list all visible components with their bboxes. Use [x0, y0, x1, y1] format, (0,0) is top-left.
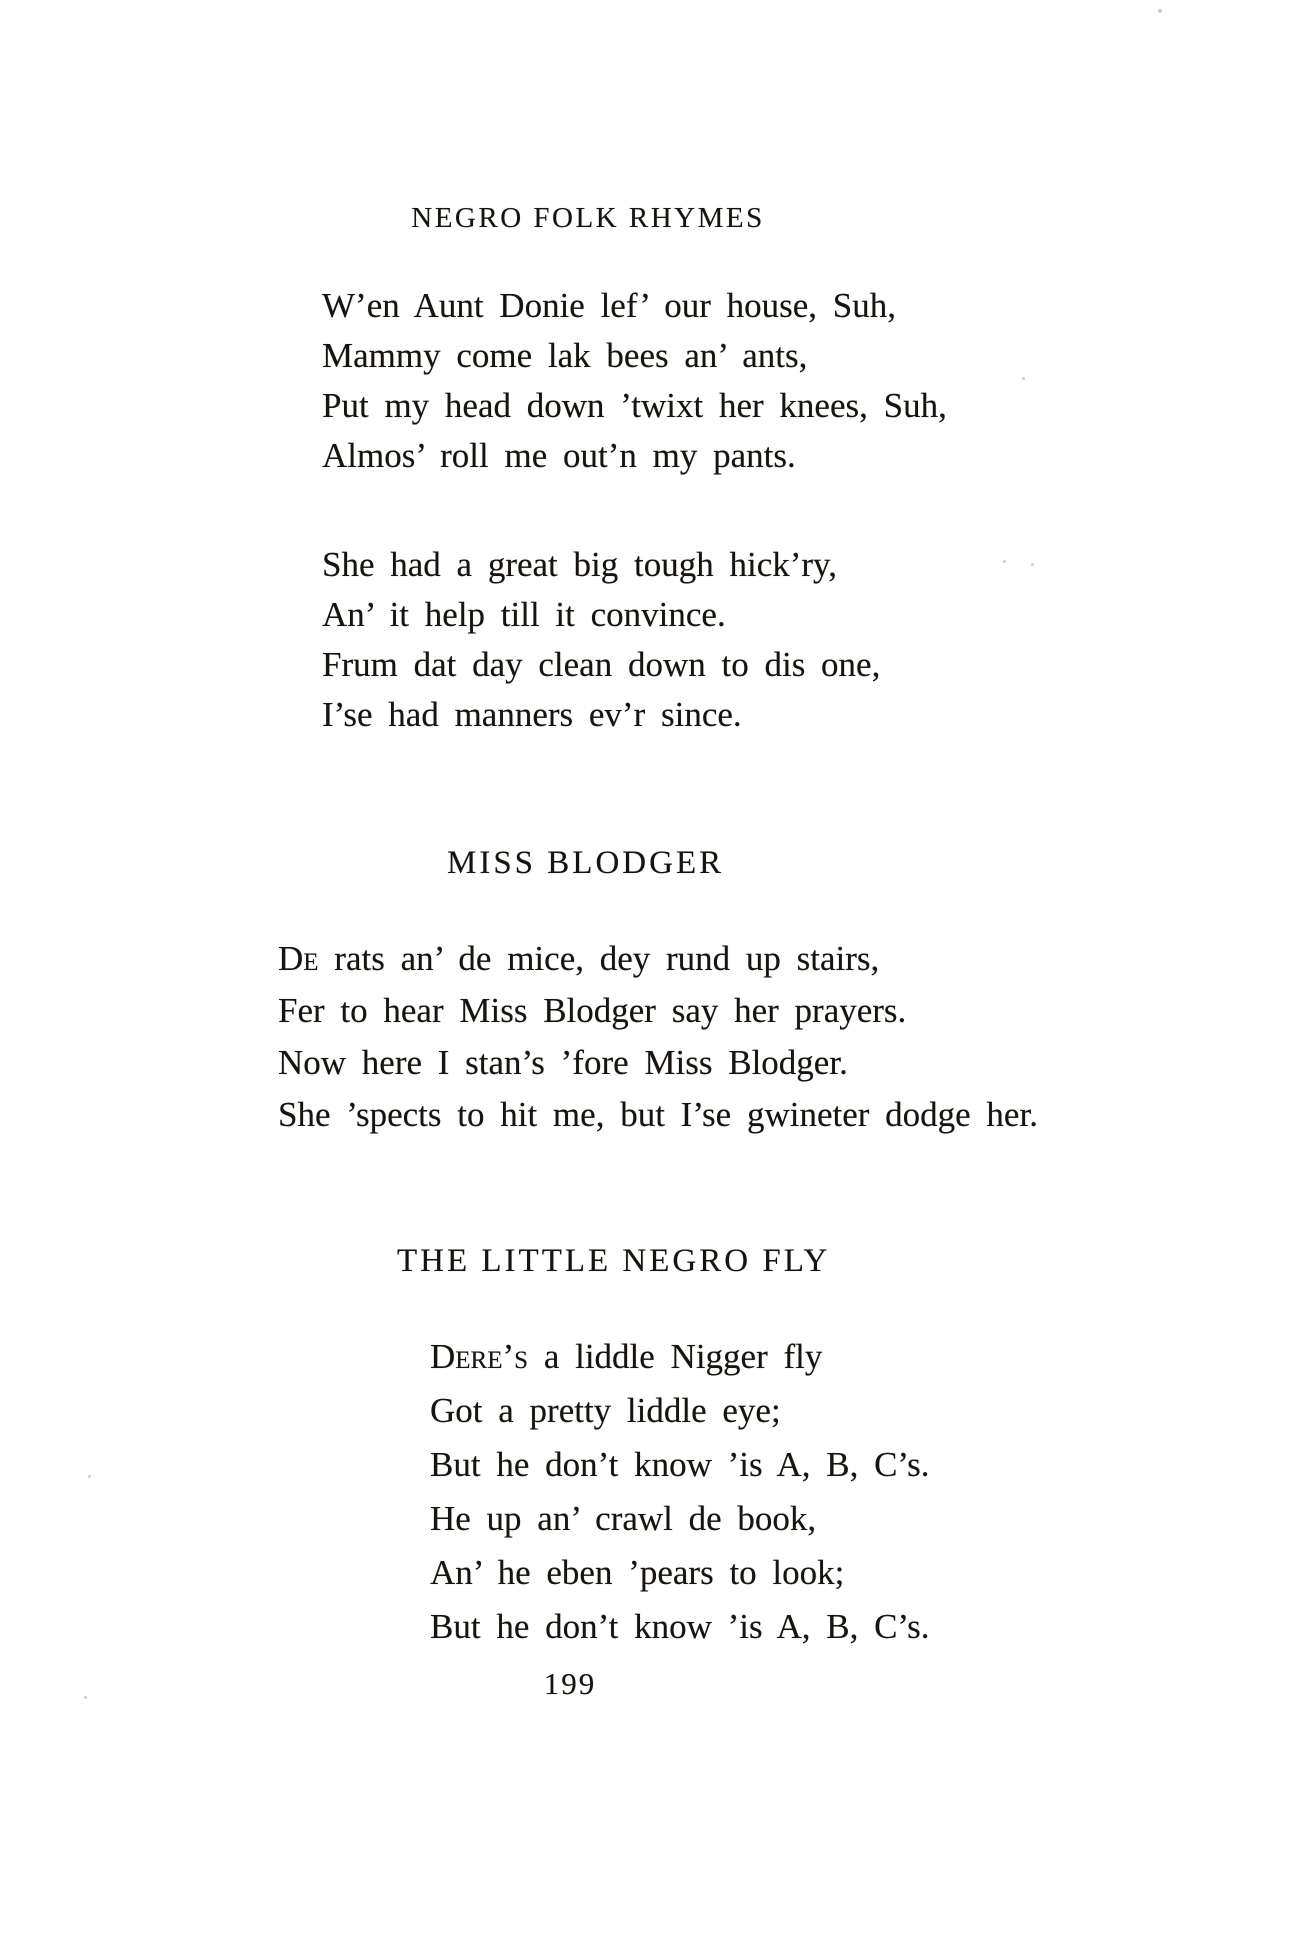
verse-line: Almos’ roll me out’n my pants. [322, 436, 796, 475]
verse-line [430, 1384, 930, 1438]
small-caps-lead: De [278, 939, 319, 978]
scan-speck [84, 1696, 87, 1699]
verse-line [430, 1492, 930, 1546]
verse-line-text: She ’spects to hit me, but I’se gwineter dodge her. [278, 1095, 1038, 1134]
verse-line-text: He up an’ crawl de book, [430, 1499, 817, 1538]
verse-line-text: Got a pretty liddle eye; [430, 1391, 781, 1430]
scan-speck [1022, 377, 1025, 380]
poem-title-miss-blodger: MISS BLODGER [447, 845, 725, 881]
scan-speck [1003, 560, 1006, 563]
verse-line-text: But he don’t know ’is A, B, C’s. [430, 1445, 930, 1484]
verse-line: W’en Aunt Donie lef’ our house, Suh, [322, 286, 897, 325]
verse-line: Mammy come lak bees an’ ants, [322, 336, 808, 375]
verse-line: I’se had manners ev’r since. [322, 695, 742, 734]
poem-title-little-fly: THE LITTLE NEGRO FLY [397, 1243, 831, 1279]
verse-line-text: But he don’t know ’is A, B, C’s. [430, 1607, 930, 1646]
verse-line: An’ it help till it convince. [322, 595, 726, 634]
verse-line: Put my head down ’twixt her knees, Suh, [322, 386, 947, 425]
running-header: NEGRO FOLK RHYMES [411, 202, 765, 234]
little-fly-stanza [430, 1330, 930, 1654]
verse-line [430, 1330, 930, 1384]
verse-line-text: rats an’ de mice, dey rund up stairs, [318, 939, 880, 978]
verse-line [278, 1089, 1038, 1141]
verse-line-text: Now here I stan’s ’fore Miss Blodger. [278, 1043, 848, 1082]
scan-speck [1158, 9, 1162, 13]
verse-line [430, 1438, 930, 1492]
verse-line: She had a great big tough hick’ry, [322, 545, 838, 584]
poem-continuation-stanza-1 [322, 281, 947, 481]
page-number: 199 [543, 1666, 597, 1701]
verse-line: Frum dat day clean down to dis one, [322, 645, 881, 684]
verse-line-text: An’ he eben ’pears to look; [430, 1553, 845, 1592]
verse-line [278, 933, 1038, 985]
verse-line-text: Fer to hear Miss Blodger say her prayers. [278, 991, 907, 1030]
miss-blodger-stanza [278, 933, 1038, 1141]
scan-speck [1031, 563, 1034, 566]
verse-line [278, 985, 1038, 1037]
verse-line [278, 1037, 1038, 1089]
verse-line [430, 1546, 930, 1600]
verse-line-text: a liddle Nigger fly [528, 1337, 823, 1376]
small-caps-lead: Dere’s [430, 1337, 529, 1376]
verse-line [430, 1600, 930, 1654]
poem-continuation-stanza-2 [322, 540, 880, 740]
scan-speck [88, 1475, 91, 1478]
